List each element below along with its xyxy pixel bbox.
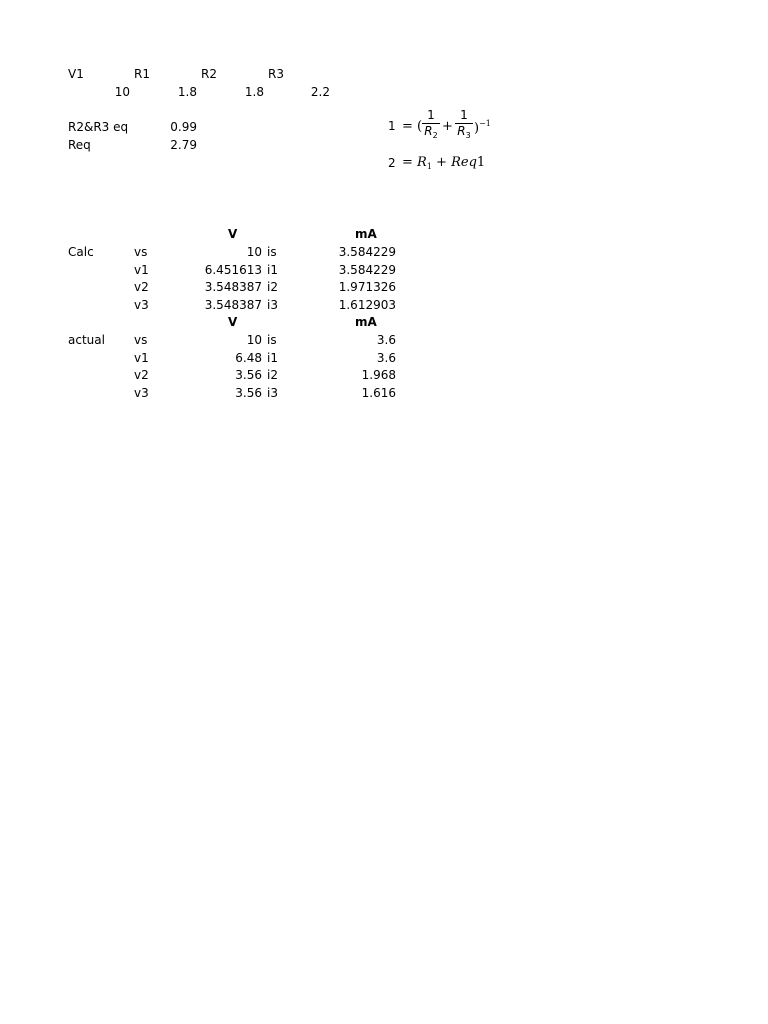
calc-current-name: i1 [267, 262, 278, 277]
calc-current-value: 3.584229 [338, 262, 396, 277]
calc-current-value: 1.612903 [338, 298, 396, 313]
actual-voltage-name: vs [134, 333, 148, 347]
calc-voltage-value: 10 [246, 245, 262, 259]
actual-current-name: i2 [267, 368, 278, 383]
calc-current-value: 1.971326 [338, 280, 396, 295]
inverse-exponent: )$^{-1}$ [474, 119, 491, 136]
calc-voltage-name: v1 [134, 262, 149, 277]
actual-current-value: 1.968 [361, 368, 396, 383]
calc-voltage-value: 3.548387 [204, 298, 262, 313]
actual-current-name: is [267, 333, 277, 347]
equation-2 [388, 156, 396, 171]
fraction-1-over-r3: 1 $R_3$ [455, 109, 473, 142]
actual-voltage-name: v2 [134, 368, 149, 383]
header-value-r2: 1.8 [244, 85, 264, 99]
calc-voltage-name: vs [134, 245, 148, 259]
calc-voltage-value: 3.548387 [204, 280, 262, 295]
calc-current-name: i3 [267, 298, 278, 313]
calc-current-name: i2 [267, 280, 278, 295]
actual-voltage-value: 6.48 [235, 350, 262, 365]
calc-current-value: 3.584229 [338, 245, 396, 259]
calc-voltage-name: v2 [134, 280, 149, 295]
equation-1-formula: = ( [402, 119, 423, 134]
actual-current-value: 1.616 [361, 386, 396, 401]
calc-voltage-name: v3 [134, 298, 149, 313]
equation-1-number: 1 [388, 119, 396, 133]
actual-current-name: i1 [267, 350, 278, 365]
actual-unit-ma: mA [355, 315, 377, 329]
header-label-v1: V1 [68, 67, 84, 81]
plus-sign: + [442, 119, 453, 134]
equation-1 [388, 119, 396, 134]
header-label-r2: R2 [201, 67, 217, 81]
actual-voltage-name: v3 [134, 386, 149, 401]
header-value-r1: 1.8 [177, 85, 197, 99]
calc-current-name: is [267, 245, 277, 259]
actual-unit-v: V [228, 315, 238, 329]
eq-value-req: 2.79 [170, 138, 197, 152]
actual-group-label: actual [68, 333, 105, 347]
equation-2-number: 2 [388, 156, 396, 170]
eq-label-req: Req [68, 138, 91, 152]
calc-group-label: Calc [68, 245, 94, 259]
actual-current-value: 3.6 [376, 350, 396, 365]
fraction-1-over-r2: 1 $R_2$ [422, 109, 440, 142]
eq-label-r2r3: R2&R3 eq [68, 120, 129, 134]
actual-current-name: i3 [267, 386, 278, 401]
actual-voltage-name: v1 [134, 350, 149, 365]
calc-unit-v: V [228, 227, 238, 241]
header-label-r1: R1 [134, 67, 150, 81]
header-label-r3: R3 [268, 67, 284, 81]
actual-voltage-value: 3.56 [235, 368, 262, 383]
actual-voltage-value: 3.56 [235, 386, 262, 401]
actual-current-value: 3.6 [376, 333, 396, 347]
header-value-r3: 2.2 [310, 85, 330, 99]
header-value-v1: 10 [114, 85, 130, 99]
eq-value-r2r3: 0.99 [170, 120, 197, 134]
equation-2-formula: = $R_1 + Req1$ [402, 155, 486, 171]
actual-voltage-value: 10 [246, 333, 262, 347]
calc-voltage-value: 6.451613 [204, 262, 262, 277]
calc-unit-ma: mA [355, 227, 377, 241]
